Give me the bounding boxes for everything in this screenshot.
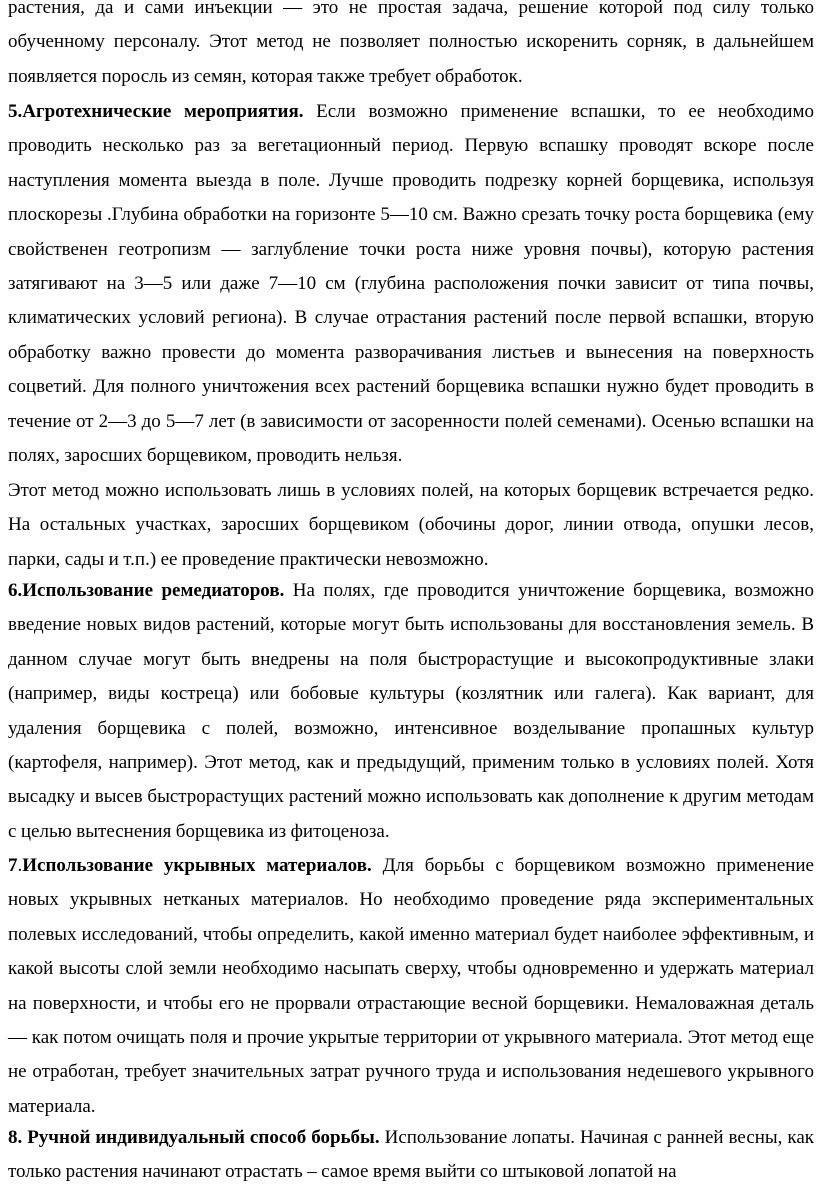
section-number: 8	[8, 1127, 18, 1148]
section-number: 7	[8, 855, 18, 876]
section-number: 5	[8, 101, 18, 122]
paragraph-manual-method: 8. Ручной индивидуальный способ борьбы. Использование лопаты. Начиная с ранней весны, как только растения начинают отрастать – самое время выйти со штыковой лопатой на	[8, 1127, 814, 1183]
section-heading: Агротехнические мероприятия.	[22, 101, 304, 122]
paragraph-text: Если возможно применение вспашки, то ее необходимо проводить несколько раз за вегетационный период. Первую вспашку проводят вскоре после наступления момента выезда в поле. Лучше проводить подрезку корней борщевика, используя плоскорезы .Глубина обработки на горизонте 5—10 см. Важно срезать точку роста борщевика (ему свойственен геотропизм — заглубление точки роста ниже уровня почвы), которую растения затягивают на 3—5 или даже 7—10 см (глубина расположения почки зависит от типа почвы, климатических условий региона). В случае отрастания растений после первой вспашки, вторую обработку важно провести до момента разворачивания листьев и вынесения на поверхность соцветий. Для полного уничтожения всех растений борщевика вспашки нужно будет проводить в течение от 2—3 до 5—7 лет (в зависимости от засоренности полей семенами). Осенью вспашки на полях, заросших борщевиком, проводить нельзя.	[8, 101, 815, 467]
section-heading: Использование ремедиаторов.	[22, 580, 285, 601]
paragraph-covering-materials: 7.Использование укрывных материалов. Для борьбы с борщевиком возможно применение новых укрывных нетканых материалов. Но необходимо проведение ряда экспериментальных полевых исследований, чтобы определить, какой именно материал будет наиболее эффективным, и какой высоты слой земли необходимо насыпать сверху, чтобы одновременно и удержать материал на поверхности, и чтобы его не прорвали отрастающие весной борщевики. Немаловажная деталь — как потом очищать поля и прочие укрытые территории от укрывного материала. Этот метод еще не отработан, требует значительных затрат ручного труда и использования недешевого укрывного материала.	[8, 855, 814, 1117]
paragraph-method-limitations	[0, 474, 816, 577]
paragraph-injection-continuation	[0, 0, 816, 94]
paragraph-remediators: 6.Использование ремедиаторов. На полях, где проводится уничтожение борщевика, возможно введение новых видов растений, которые могут быть использованы для восстановления земель. В данном случае могут быть внедрены на поля быстрорастущие и высокопродуктивные злаки (например, виды костреца) или бобовые культуры (козлятник или галега). Как вариант, для удаления борщевика с полей, возможно, интенсивное возделывание пропашных культур (картофеля, например). Этот метод, как и предыдущий, применим только в условиях полей. Хотя высадку и высев быстрорастущих растений можно использовать как дополнение к другим методам с целью вытеснения борщевика из фитоценоза.	[8, 580, 814, 842]
paragraph-text: Использование лопаты. Начиная с ранней весны, как только растения начинают отрастать – самое время выйти со штыковой лопатой на	[8, 1127, 814, 1183]
section-heading: Использование укрывных материалов.	[22, 855, 372, 876]
section-heading: Ручной индивидуальный способ борьбы.	[22, 1127, 380, 1148]
paragraph-text: растения, да и сами инъекции — это не простая задача, решение которой под силу только обученному персоналу. Этот метод не позволяет полностью искоренить сорняк, в дальнейшем появляется поросль из семян, которая также требует обработок.	[8, 0, 814, 87]
section-number: 6	[8, 580, 18, 601]
paragraph-text: На полях, где проводится уничтожение борщевика, возможно введение новых видов растений, которые могут быть использованы для восстановления земель. В данном случае могут быть внедрены на поля быстрорастущие и высокопродуктивные злаки (например, виды костреца) или бобовые культуры (козлятник или галега). Как вариант, для удаления борщевика с полей, возможно, интенсивное возделывание пропашных культур (картофеля, например). Этот метод, как и предыдущий, применим только в условиях полей. Хотя высадку и высев быстрорастущих растений можно использовать как дополнение к другим методам с целью вытеснения борщевика из фитоценоза.	[8, 580, 814, 842]
paragraph-text: Для борьбы с борщевиком возможно применение новых укрывных нетканых материалов. Но необходимо проведение ряда экспериментальных полевых исследований, чтобы определить, какой именно материал будет наиболее эффективным, и какой высоты слой земли необходимо насыпать сверху, чтобы одновременно и удержать материал на поверхности, и чтобы его не прорвали отрастающие весной борщевики. Немаловажная деталь — как потом очищать поля и прочие укрытые территории от укрывного материала. Этот метод еще не отработан, требует значительных затрат ручного труда и использования недешевого укрывного материала.	[8, 855, 814, 1117]
paragraph-agrotechnical-measures: 5.Агротехнические мероприятия. Если возможно применение вспашки, то ее необходимо проводить несколько раз за вегетационный период. Первую вспашку проводят вскоре после наступления момента выезда в поле. Лучше проводить подрезку корней борщевика, используя плоскорезы .Глубина обработки на горизонте 5—10 см. Важно срезать точку роста борщевика (ему свойственен геотропизм — заглубление точки роста ниже уровня почвы), которую растения затягивают на 3—5 или даже 7—10 см (глубина расположения почки зависит от типа почвы, климатических условий региона). В случае отрастания растений после первой вспашки, вторую обработку важно провести до момента разворачивания листьев и вынесения на поверхность соцветий. Для полного уничтожения всех растений борщевика вспашки нужно будет проводить в течение от 2—3 до 5—7 лет (в зависимости от засоренности полей семенами). Осенью вспашки на полях, заросших борщевиком, проводить нельзя.	[8, 101, 815, 467]
paragraph-text: Этот метод можно использовать лишь в условиях полей, на которых борщевик встречается редко. На остальных участках, заросших борщевиком (обочины дорог, линии отвода, опушки лесов, парки, сады и т.п.) ее проведение практически невозможно.	[8, 480, 814, 570]
